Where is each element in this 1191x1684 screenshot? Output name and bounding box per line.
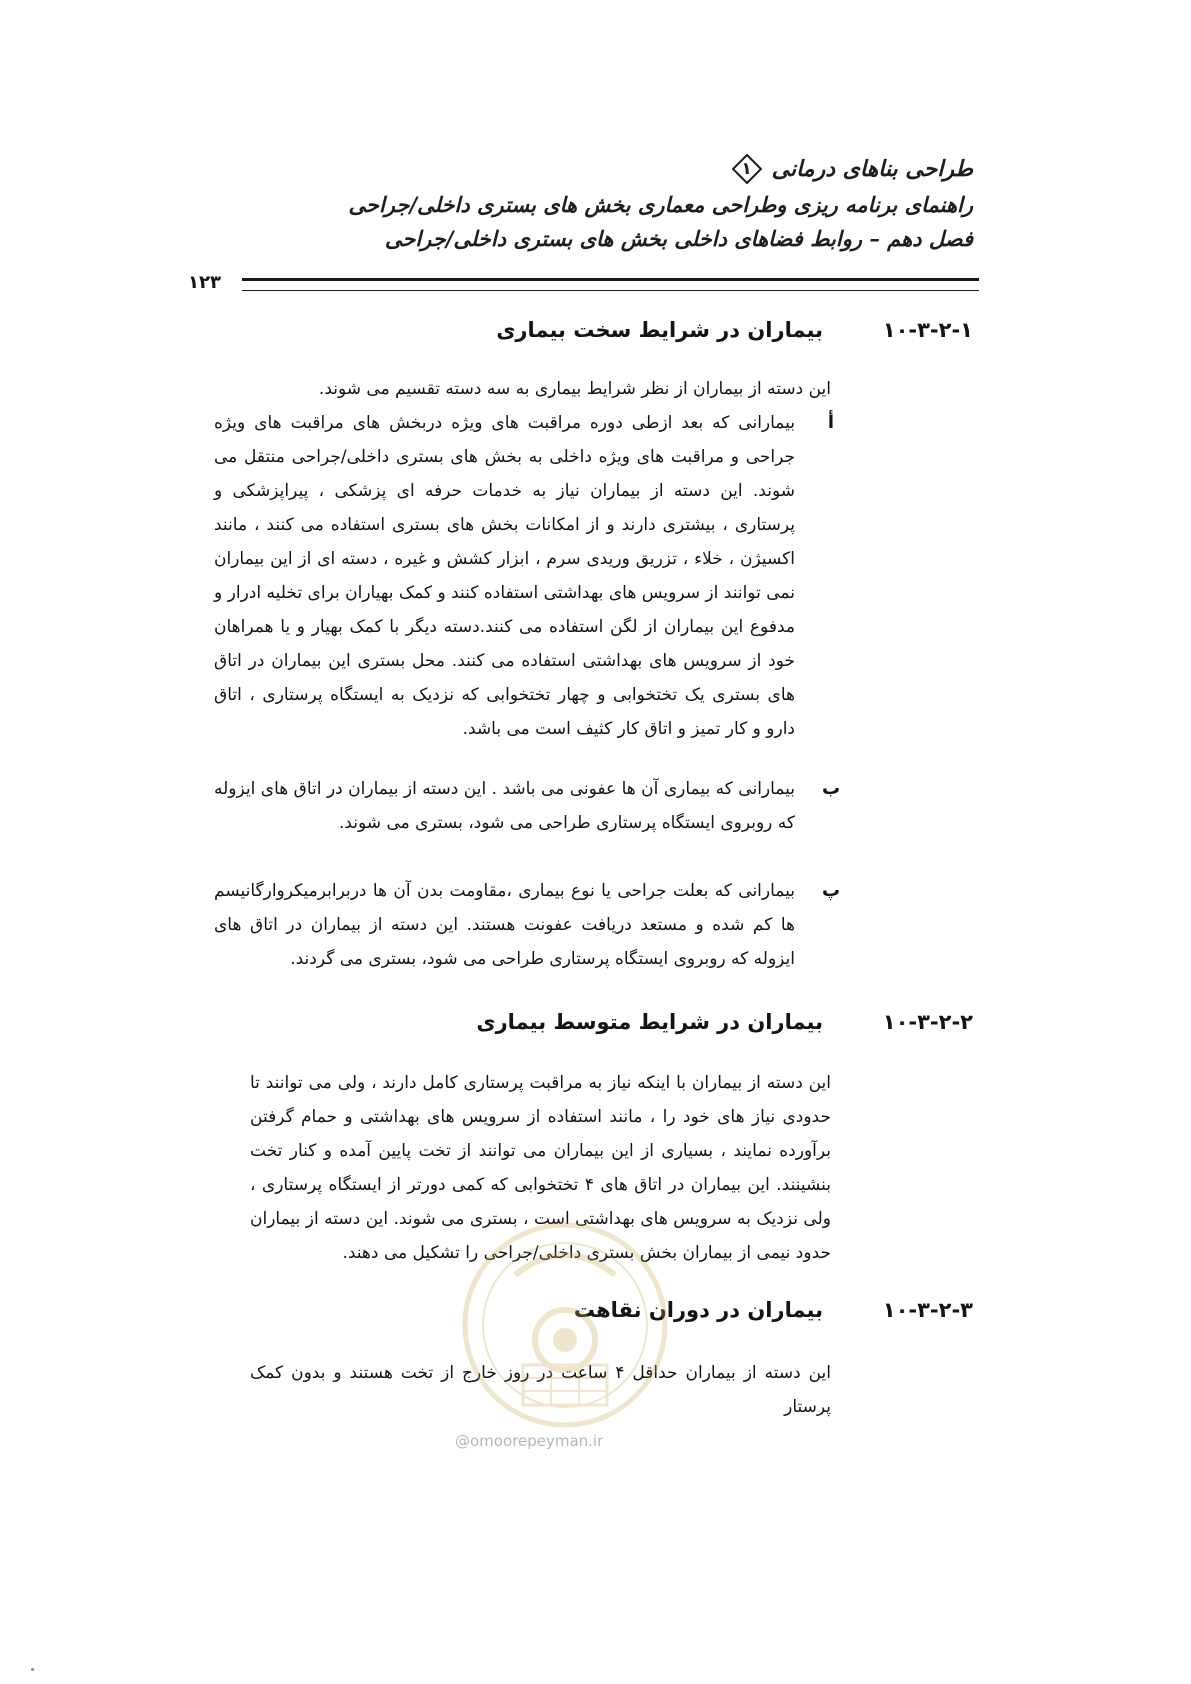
header-double-rule — [242, 278, 979, 291]
list-marker: ب — [821, 778, 841, 799]
section-title: بیماران در شرایط سخت بیماری — [496, 318, 823, 342]
section-number: ۱۰-۳-۲-۲ — [882, 1010, 973, 1034]
list-item-text: بیمارانی که بعد ازطی دوره مراقبت های ویژه دربخش های مراقبت های ویژه جراحی و مراقبت های ویژه داخلی به بخش های بستری داخلی/جراحی منتقل می شوند. این دسته از بیماران نیاز به خدمات حرفه ای پزشکی ، پیراپزشکی و پرستاری ، بیشتری دارند و از امکانات بخش های بستری استفاده می کنند ، مانند اکسیژن ، خلاء ، تزریق وریدی سرم ، ابزار کشش و غیره ، دسته ای از این بیماران نمی توانند از سرویس های بهداشتی استفاده کنند و کمک بهیاران برای تخلیه ادرار و مدفوع این بیماران از لگن استفاده می کنند.دسته دیگر با کمک بهیار و یا همراهان خود از سرویس های بهداشتی استفاده می کنند. محل بستری این بیماران در اتاق های بستری یک تختخوابی و چهار تختخوابی که نزدیک به ایستگاه پرستاری ، اتاق دارو و کار تمیز و اتاق کار کثیف است می باشد. — [214, 413, 795, 739]
scan-speck — [31, 1668, 34, 1671]
watermark-url: @omoorepeyman.ir — [455, 1432, 604, 1450]
volume-number: ۱ — [741, 159, 752, 179]
volume-diamond-icon — [732, 154, 762, 184]
list-marker: أ — [827, 412, 835, 433]
section-body: این دسته از بیماران با اینکه نیاز به مراقبت پرستاری کامل دارند ، ولی می توانند تا حدودی نیاز های خود را ، مانند استفاده از سرویس های بهداشتی و حمام گرفتن برآورده نمایند ، بسیاری از این بیماران می توانند از تخت پایین آمده و کنار تخت بنشینند. این بیماران در اتاق های ۴ تختخوابی که کمی دورتر از ایستگاه پرستاری ، ولی نزدیک به سرویس های بهداشتی است ، بستری می شوند. این دسته از بیماران حدود نیمی از بیماران بخش بستری داخلی/جراحی را تشکیل می دهند. — [250, 1073, 832, 1263]
section-title: بیماران در دوران نقاهت — [573, 1298, 823, 1322]
section-number: ۱۰-۳-۲-۳ — [882, 1298, 973, 1322]
section-body: این دسته از بیماران حداقل ۴ ساعت در روز خارج از تخت هستند و بدون کمک پرستار — [250, 1363, 831, 1417]
list-marker: پ — [821, 880, 841, 901]
book-title: طراحی بناهای درمانی — [771, 156, 973, 182]
chapter-title: فصل دهم – روابط فضاهای داخلی بخش های بستری داخلی/جراحی — [384, 226, 973, 251]
running-head — [213, 150, 973, 256]
section-heading — [213, 310, 973, 350]
section-number: ۱۰-۳-۲-۱ — [882, 318, 973, 342]
book-title-line — [213, 150, 973, 188]
section-heading — [213, 1290, 973, 1330]
section-title: بیماران در شرایط متوسط بیماری — [476, 1010, 823, 1034]
list-item-text: بیمارانی که بیماری آن ها عفونی می باشد . این دسته از بیماران در اتاق های ایزوله که روبروی ایستگاه پرستاری طراحی می شود، بستری می شوند. — [214, 779, 795, 833]
list-item-text: بیمارانی که بعلت جراحی یا نوع بیماری ،مقاومت بدن آن ها دربرابرمیکروارگانیسم ها کم شده و مستعد دریافت عفونت هستند. این دسته از بیماران در اتاق های ایزوله که روبروی ایستگاه پرستاری طراحی می شود، بستری می گردند. — [214, 881, 795, 969]
page-number: ۱۲۳ — [188, 272, 221, 293]
section-heading — [213, 1002, 973, 1042]
book-subtitle: راهنمای برنامه ریزی وطراحی معماری بخش های بستری داخلی/جراحی — [348, 192, 973, 217]
section-intro: این دسته از بیماران از نظر شرایط بیماری به سه دسته تقسیم می شوند. — [318, 379, 831, 399]
header-rule-block — [188, 272, 979, 296]
